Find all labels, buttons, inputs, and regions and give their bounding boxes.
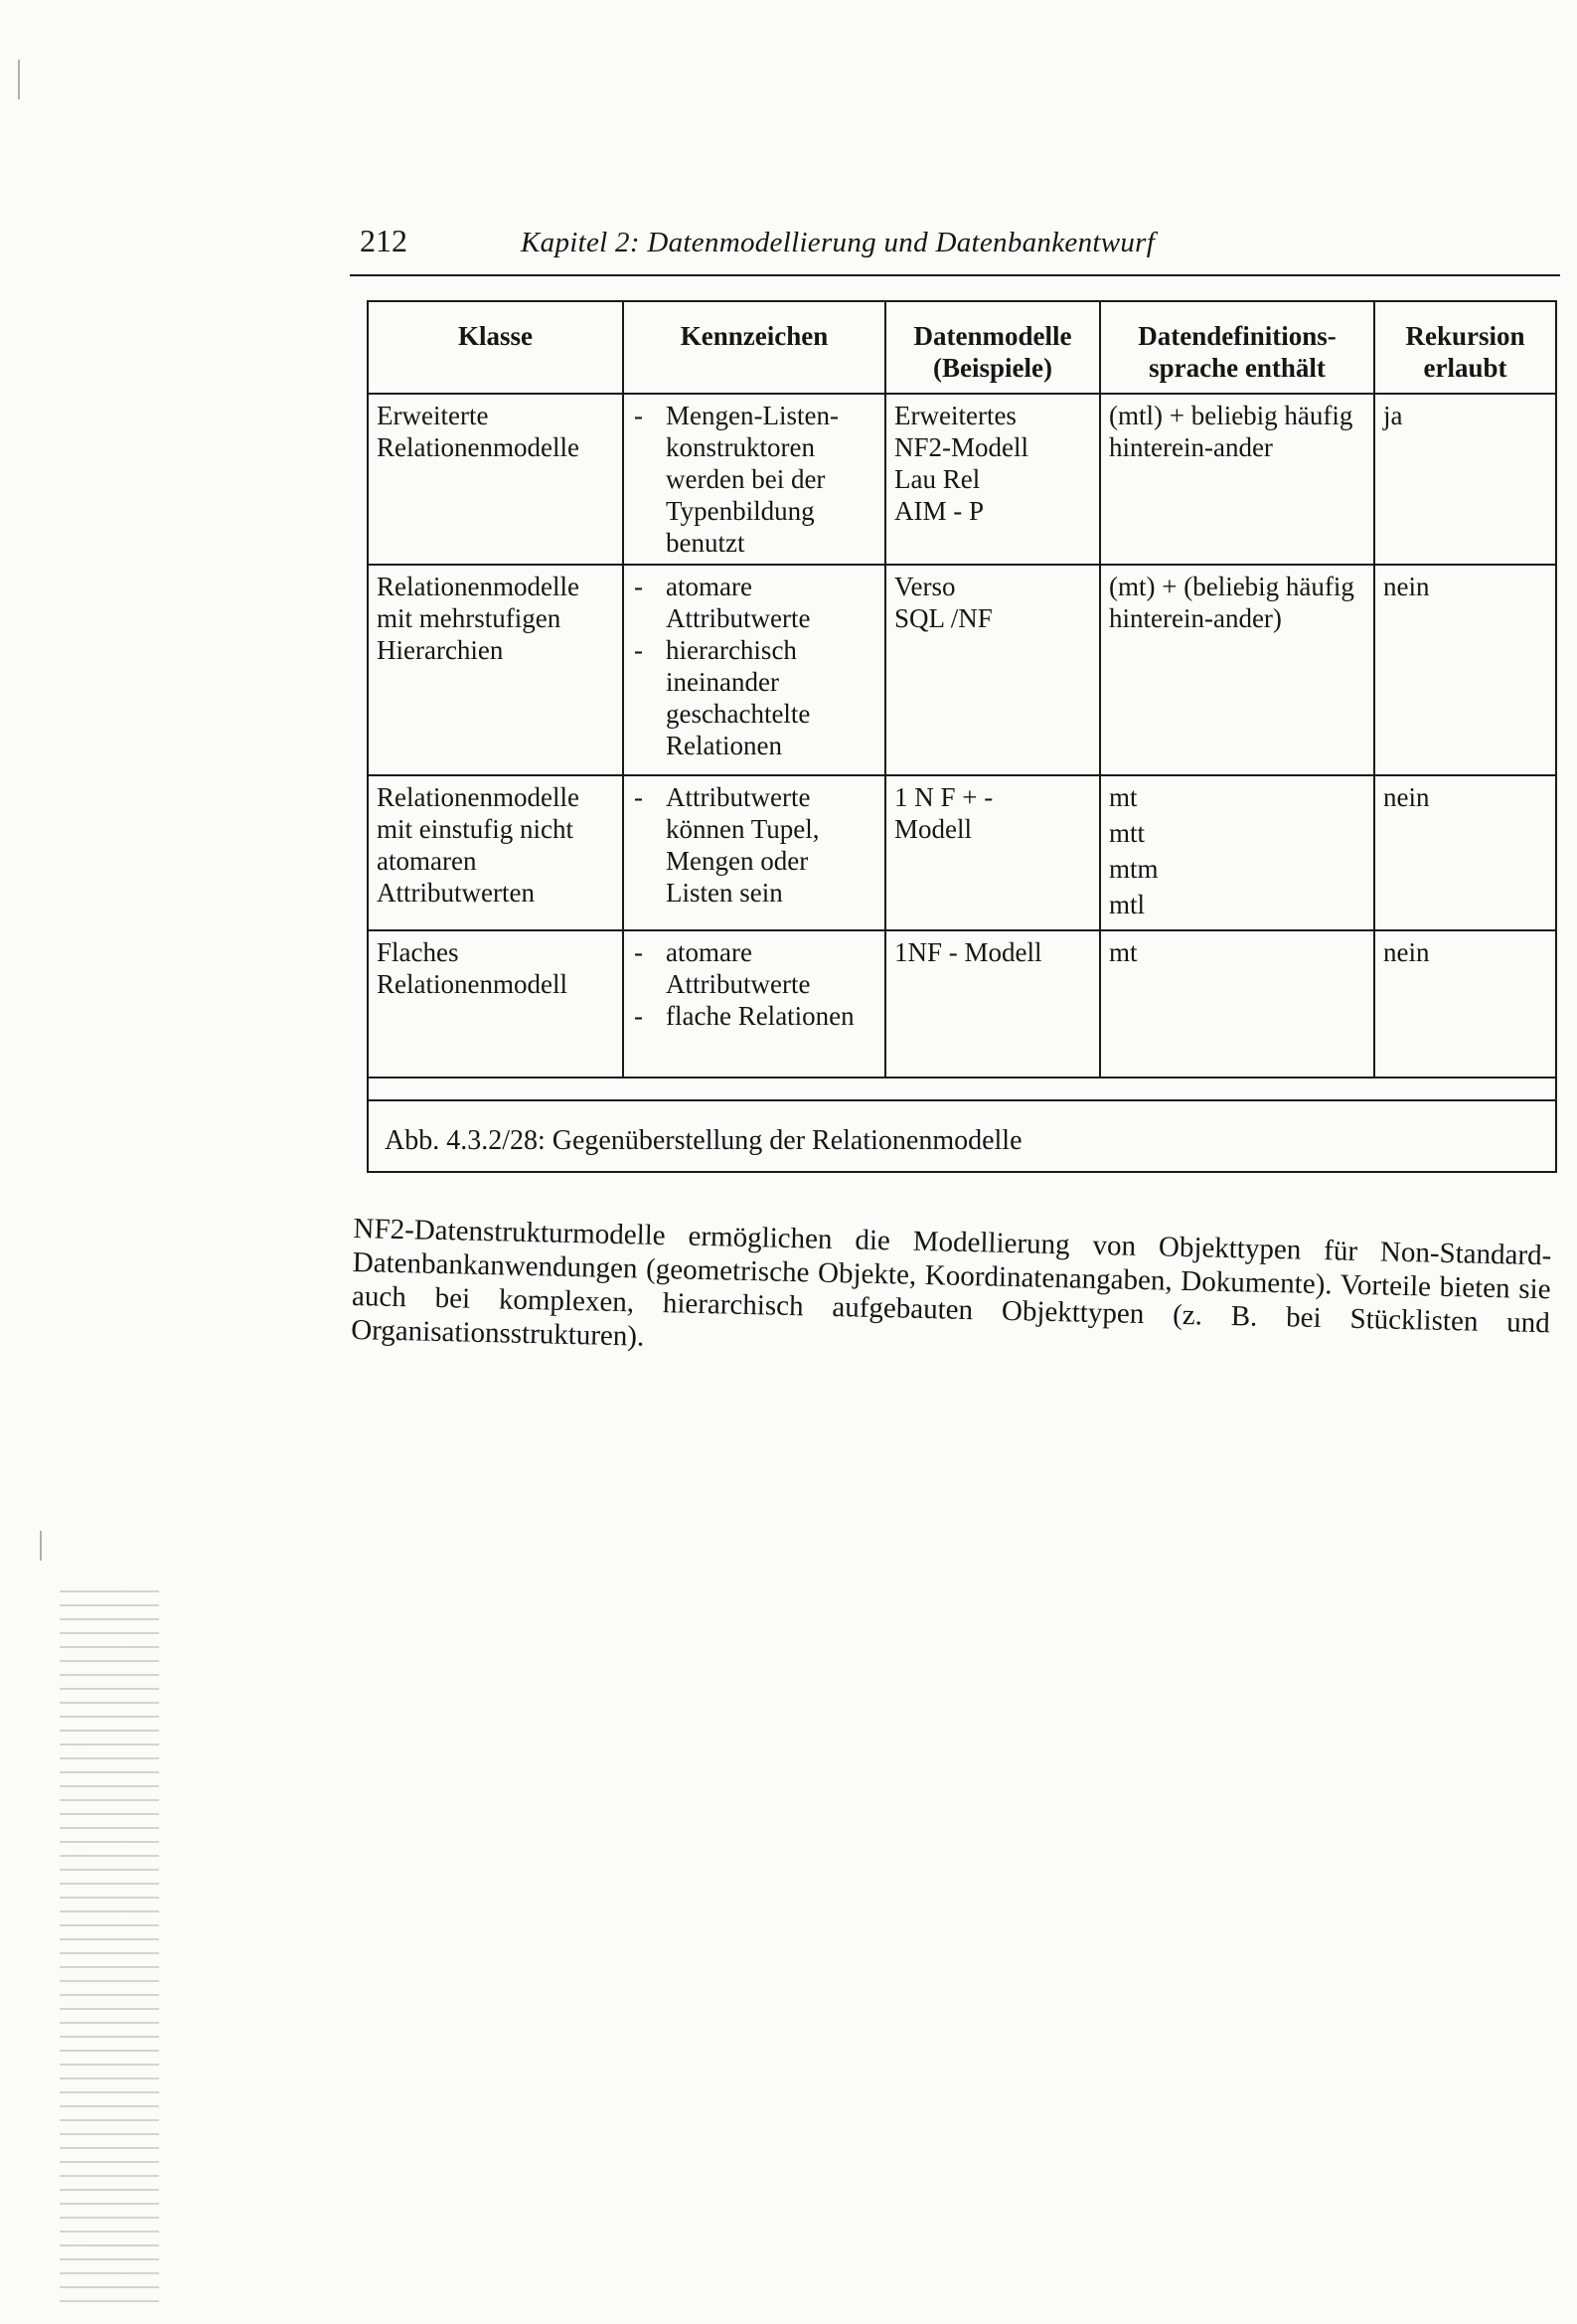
column-header-klasse: Klasse (369, 302, 623, 394)
caption-divider (369, 1099, 1555, 1101)
cell-line: Erweiterte (377, 401, 489, 430)
table-row (369, 930, 1555, 1078)
table-row (369, 565, 1555, 775)
list-item: - atomare Attributwerte (632, 936, 876, 1000)
cell-klasse (369, 394, 623, 565)
figure-caption: Abb. 4.3.2/28: Gegenüberstellung der Relationenmodelle (385, 1125, 1023, 1156)
list-item: - atomare Attributwerte (632, 571, 876, 634)
cell-line: AIM - P (894, 496, 985, 526)
scan-edge-mark (40, 1531, 42, 1561)
cell-line: Lau Rel (894, 464, 981, 494)
cell-kennzeichen (623, 775, 885, 930)
cell-line: Relationenmodelle (377, 782, 579, 812)
cell-rekursion: nein (1374, 565, 1555, 775)
cell-klasse (369, 565, 623, 775)
column-header-ddl: Datendefinitions-sprache enthält (1100, 302, 1374, 394)
cell-line: mit einstufig nicht (377, 814, 573, 844)
cell-line: Flaches (377, 937, 459, 967)
cell-datenmodelle (885, 930, 1100, 1078)
body-paragraph: NF2-Datenstrukturmodelle ermöglichen die Modellierung von Objekttypen für Non-Standard-Datenbankanwendungen (geometrische Objekte, Koordinatenangaben, Dokumente). Vorteile bieten sie auch bei komplexen, hierarchisch aufgebauten Objekttypen (z. B. bei Stücklisten und Organisationsstrukturen). (350, 1212, 1552, 1353)
cell-line: 1NF - Modell (894, 937, 1042, 967)
cell-kennzeichen (623, 565, 885, 775)
cell-ddl (1100, 565, 1374, 775)
running-title: Kapitel 2: Datenmodellierung und Datenbankentwurf (521, 227, 1156, 258)
cell-line: Relationenmodell (377, 969, 567, 999)
cell-line: mtl (1109, 890, 1146, 919)
table-row (369, 775, 1555, 930)
cell-datenmodelle (885, 565, 1100, 775)
page-number: 212 (360, 223, 407, 258)
cell-line: (mt) + (beliebig häufig hinterein-ander) (1109, 572, 1354, 633)
cell-klasse (369, 775, 623, 930)
figure-box (367, 300, 1557, 1173)
column-header-rekursion: Rekursion erlaubt (1374, 302, 1555, 394)
cell-klasse (369, 930, 623, 1078)
cell-line: SQL /NF (894, 603, 993, 633)
cell-line: Relationenmodelle (377, 432, 579, 462)
scan-margin-noise (60, 1590, 159, 2306)
relational-models-table (369, 302, 1555, 1079)
list-item: - hierarchisch ineinander geschachtelte Relationen (632, 634, 876, 761)
cell-rekursion: nein (1374, 775, 1555, 930)
cell-line: Attributwerten (377, 878, 535, 908)
list-item: - flache Relationen (632, 1000, 876, 1032)
table-row (369, 394, 1555, 565)
table-header-row (369, 302, 1555, 394)
cell-line: Relationenmodelle (377, 572, 579, 601)
cell-line: Modell (894, 814, 972, 844)
cell-kennzeichen (623, 930, 885, 1078)
cell-line: Verso (894, 572, 956, 601)
cell-line: NF2-Modell (894, 432, 1028, 462)
cell-ddl (1100, 930, 1374, 1078)
column-header-datenmodelle: Datenmodelle (Beispiele) (885, 302, 1100, 394)
cell-ddl (1100, 394, 1374, 565)
cell-line: mtt (1109, 818, 1146, 848)
cell-line: Erweitertes (894, 401, 1017, 430)
cell-line: mt (1109, 937, 1138, 967)
cell-line: 1 N F + - (894, 782, 994, 812)
cell-rekursion: ja (1374, 394, 1555, 565)
list-item: - Attributwerte können Tupel, Mengen oder Listen sein (632, 781, 876, 909)
cell-ddl (1100, 775, 1374, 930)
page-header (350, 219, 1560, 276)
cell-line: atomaren (377, 846, 477, 876)
cell-line: Hierarchien (377, 635, 504, 665)
cell-datenmodelle (885, 775, 1100, 930)
cell-line: mtm (1109, 854, 1159, 884)
scan-edge-mark (18, 60, 20, 99)
cell-datenmodelle (885, 394, 1100, 565)
column-header-kennzeichen: Kennzeichen (623, 302, 885, 394)
cell-line: mit mehrstufigen (377, 603, 561, 633)
cell-line: mt (1109, 782, 1138, 812)
cell-rekursion: nein (1374, 930, 1555, 1078)
list-item: - Mengen-Listen-konstruktoren werden bei der Typenbildung benutzt (632, 400, 876, 559)
cell-line: (mtl) + beliebig häufig hinterein-ander (1109, 401, 1353, 462)
cell-kennzeichen (623, 394, 885, 565)
